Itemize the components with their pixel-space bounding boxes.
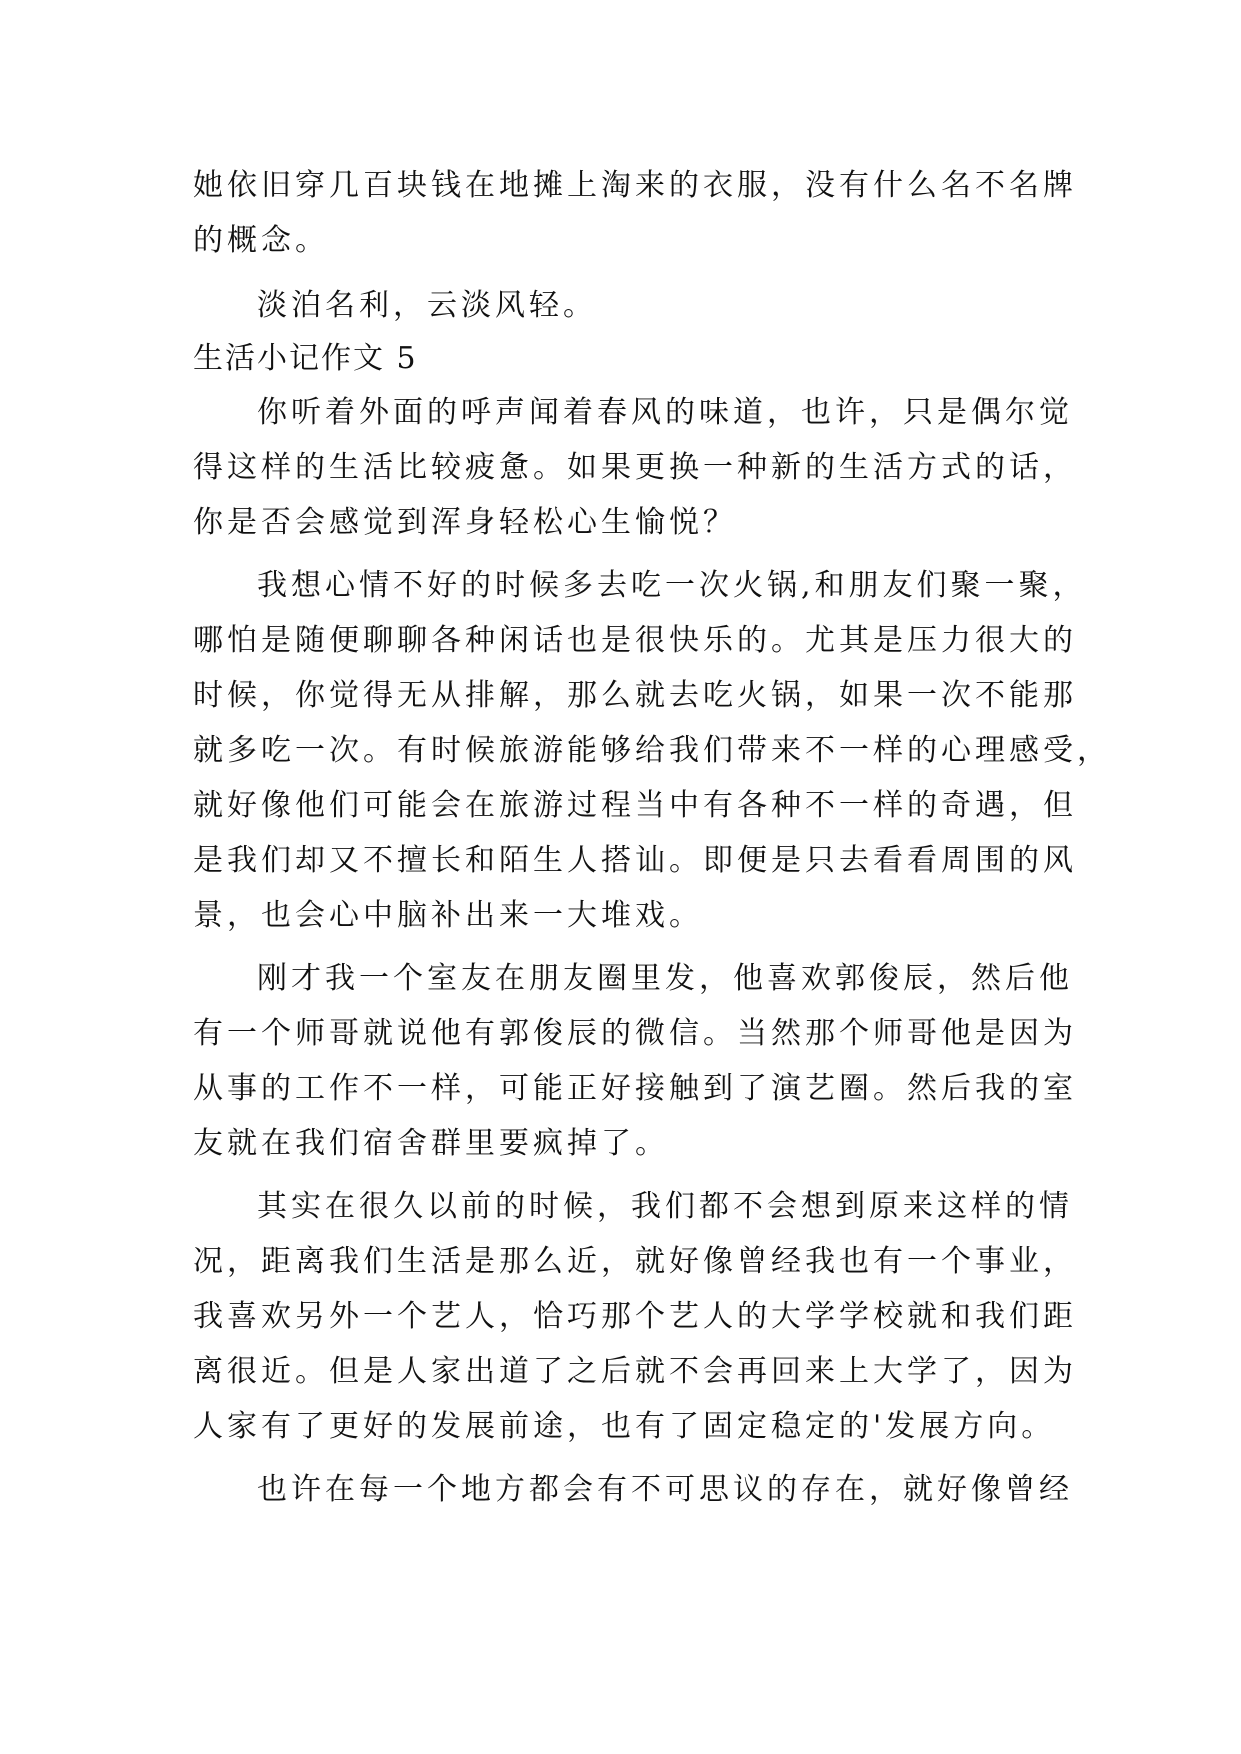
paragraph-first-line: 其实在很久以前的时候，我们都不会想到原来这样的情 <box>257 1189 1073 1224</box>
paragraph-first-line: 我想心情不好的时候多去吃一次火锅,和朋友们聚一聚， <box>257 568 1087 603</box>
text-line: 离很近。但是人家出道了之后就不会再回来上大学了，因为 <box>193 1354 1077 1389</box>
text-line: 友就在我们宿舍群里要疯掉了。 <box>193 1126 669 1161</box>
text-line: 是我们却又不擅长和陌生人搭讪。即便是只去看看周围的风 <box>193 843 1077 878</box>
text-line: 景，也会心中脑补出来一大堆戏。 <box>193 898 703 933</box>
text-line: 况，距离我们生活是那么近，就好像曾经我也有一个事业， <box>193 1244 1077 1279</box>
text-line: 的概念。 <box>193 223 329 258</box>
text-line: 她依旧穿几百块钱在地摊上淘来的衣服，没有什么名不名牌 <box>193 168 1077 203</box>
paragraph-first-line: 刚才我一个室友在朋友圈里发，他喜欢郭俊辰，然后他 <box>257 961 1073 996</box>
text-line: 人家有了更好的发展前途，也有了固定稳定的'发展方向。 <box>193 1409 1056 1444</box>
text-line: 淡泊名利，云淡风轻。 <box>257 288 597 323</box>
document-body <box>193 158 1111 1517</box>
text-line: 得这样的生活比较疲惫。如果更换一种新的生活方式的话， <box>193 450 1077 485</box>
text-line: 时候，你觉得无从排解，那么就去吃火锅，如果一次不能那 <box>193 678 1077 713</box>
text-line: 就多吃一次。有时候旅游能够给我们带来不一样的心理感受， <box>193 733 1111 768</box>
paragraph-first-line: 也许在每一个地方都会有不可思议的存在，就好像曾经 <box>257 1472 1073 1507</box>
text-line: 有一个师哥就说他有郭俊辰的微信。当然那个师哥他是因为 <box>193 1016 1077 1051</box>
text-line: 从事的工作不一样，可能正好接触到了演艺圈。然后我的室 <box>193 1071 1077 1106</box>
text-line: 哪怕是随便聊聊各种闲话也是很快乐的。尤其是压力很大的 <box>193 623 1077 658</box>
section-heading: 生活小记作文 5 <box>193 341 418 376</box>
text-line: 就好像他们可能会在旅游过程当中有各种不一样的奇遇，但 <box>193 788 1077 823</box>
text-line: 你是否会感觉到浑身轻松心生愉悦？ <box>193 505 737 540</box>
paragraph-first-line: 你听着外面的呼声闻着春风的味道，也许，只是偶尔觉 <box>257 395 1073 430</box>
text-line: 我喜欢另外一个艺人，恰巧那个艺人的大学学校就和我们距 <box>193 1299 1077 1334</box>
